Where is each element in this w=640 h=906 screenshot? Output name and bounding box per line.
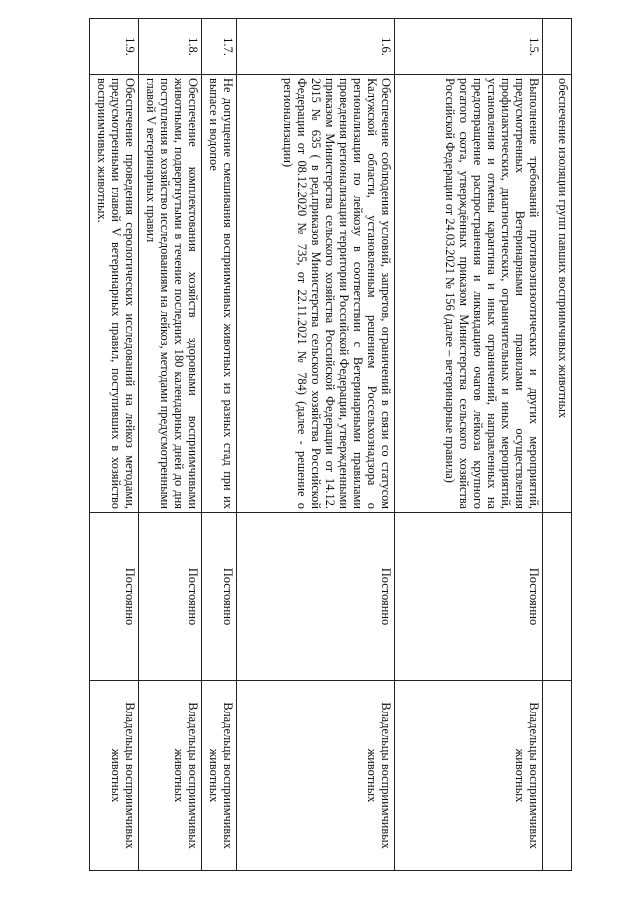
row-number: 1.9. — [90, 19, 139, 75]
measure-term: Постоянно — [90, 513, 139, 681]
measure-description: обеспечение изоляции групп павших восприимчивых животных — [543, 75, 572, 513]
row-number: 1.6. — [237, 19, 395, 75]
row-number: 1.8. — [139, 19, 202, 75]
measure-term: Постоянно — [395, 513, 543, 681]
row-number: 1.7. — [202, 19, 237, 75]
measure-responsible: Владельцы восприимчивых животных — [237, 681, 395, 871]
measure-description: Не допущение смешивания восприимчивых животных из разных стад при их выпасе и водопое — [202, 75, 237, 513]
measure-description: Обеспечение соблюдения условий, запретов, ограничений в связи со статусом Калужской области, установленным решением Россельхознадзора о регионализации по лейкозу в соответствии с Ветеринарными правилами проведения регионализации территории Российской Федерации, утвержденными приказом Министерства сельского хозяйства Российской Федерации от 14.12. 2015 № 635 ( в ред.приказов Министерства сельского хозяйства Российской Федерации от 08.12.2020 № 735, от 22.11.2021 № 784) (далее - решение о регионализации) — [237, 75, 395, 513]
row-number — [543, 19, 572, 75]
measure-responsible: Владельцы восприимчивых животных — [395, 681, 543, 871]
measure-responsible: Владельцы восприимчивых животных — [202, 681, 237, 871]
row-number: 1.5. — [395, 19, 543, 75]
table-row — [395, 19, 543, 871]
measure-term: Постоянно — [139, 513, 202, 681]
measure-term: Постоянно — [237, 513, 395, 681]
table-row — [139, 19, 202, 871]
measure-responsible — [543, 681, 572, 871]
table-row — [90, 19, 139, 871]
table-row — [543, 19, 572, 871]
table-row — [237, 19, 395, 871]
measure-responsible: Владельцы восприимчивых животных — [139, 681, 202, 871]
measure-term — [543, 513, 572, 681]
measure-description: Выполнение требований противоэпизоотических и других мероприятий, предусмотренных Ветеринарными правилами осуществления профилактических, диагностических, ограничительных и иных мероприятий, установления и отмены карантина и иных ограничений, направленных на предотвращение распространения и ликвидацию очагов лейкоза крупного рогатого скота, утверждённых приказом Министерства сельского хозяйства Российской Федерации от 24.03.2021 № 156 (далее – ветеринарные правила) — [395, 75, 543, 513]
measure-term: Постоянно — [202, 513, 237, 681]
measure-description: Обеспечение комплектования хозяйств здоровыми восприимчивыми животными, подвергнутыми в течение последних 180 календарных дней до дня поступления в хозяйство исследованиям на лейкоз, методами предусмотренными главой V ветеринарных правил — [139, 75, 202, 513]
measures-table — [89, 18, 572, 871]
measure-responsible: Владельцы восприимчивых животных — [90, 681, 139, 871]
measure-description: Обеспечение проведения серологических исследований на лейкоз методами, предусмотренными главой V ветеринарных правил, поступивших в хозяйство восприимчивых животных. — [90, 75, 139, 513]
table-row — [202, 19, 237, 871]
